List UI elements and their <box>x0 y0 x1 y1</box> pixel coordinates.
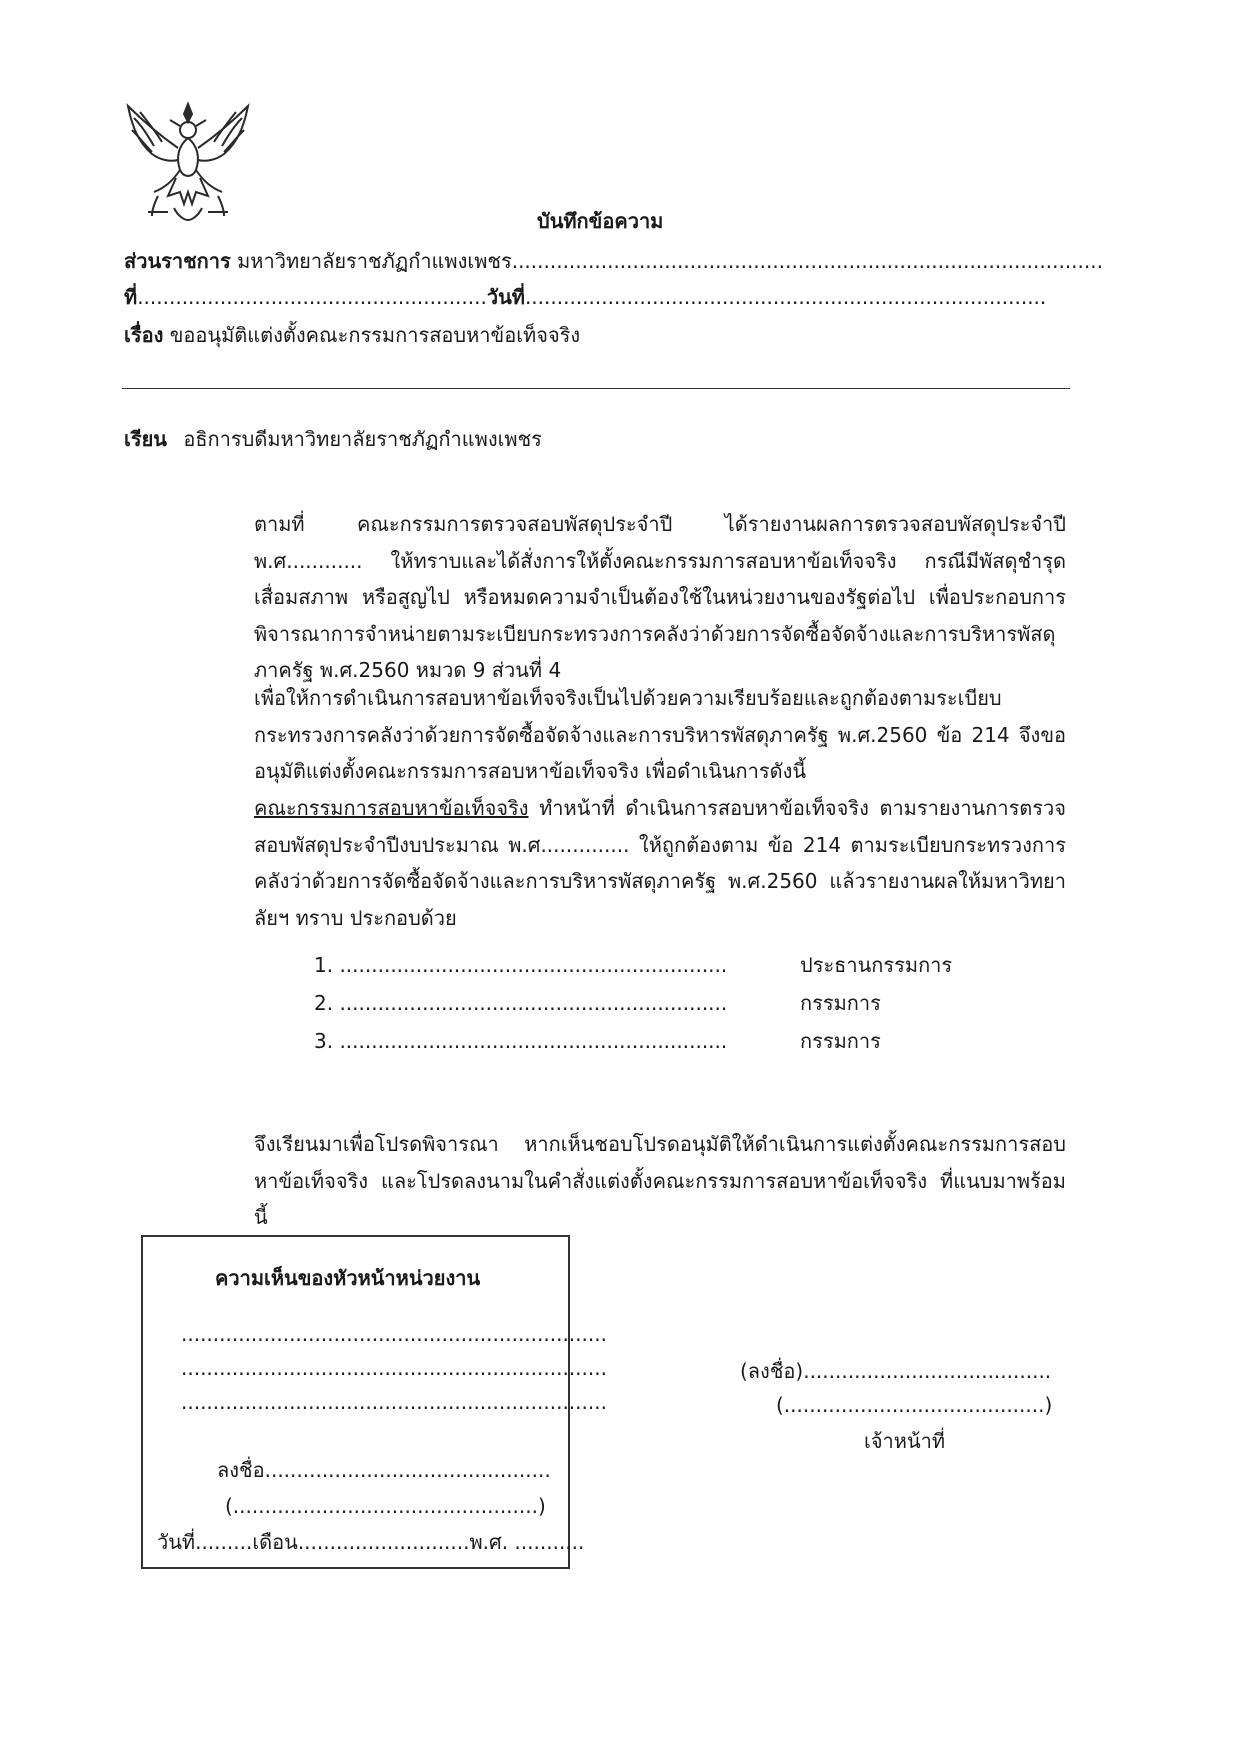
header-divider <box>122 388 1070 389</box>
subject-value: ขออนุมัติแต่งตั้งคณะกรรมการสอบหาข้อเท็จจริง <box>169 323 581 347</box>
head-opinion-box <box>141 1235 607 1569</box>
body-paragraph-1: ตามที่ คณะกรรมการตรวจสอบพัสดุประจำปี ได้รายงานผลการตรวจสอบพัสดุประจำปี พ.ศ............ ให้ทราบและได้สั่งการให้ตั้งคณะกรรมการสอบหาข้อเท็จจริง กรณีมีพัสดุชำรุด เสื่อมสภาพ หรือสูญไป หรือหมดความจำเป็นต้องใช้ในหน่วยงานของรัฐต่อไป เพื่อประกอบการพิจารณาการจำหน่ายตามระเบียบกระทรวงการคลังว่าด้วยการจัดซื้อจัดจ้างและการบริหารพัสดุภาครัฐ พ.ศ.2560 หมวด 9 ส่วนที่ 4 <box>254 512 1066 682</box>
memo-title: บันทึกข้อความ <box>537 209 664 233</box>
opinion-line-3: ................................................................... <box>181 1390 607 1414</box>
committee-description: ทำหน้าที่ ดำเนินการสอบหาข้อเท็จจริง ตามรายงานการตรวจสอบพัสดุประจำปีงบประมาณ พ.ศ.............. ให้ถูกต้องตาม ข้อ 214 ตามระเบียบกระทรวงการคลังว่าด้วยการจัดซื้อจัดจ้างและการบริหารพัสดุภาครัฐ พ.ศ.2560 แล้วรายงานผลให้มหาวิทยาลัยฯ ทราบ ประกอบด้วย <box>254 796 1066 930</box>
salutation-label: เรียน <box>124 427 167 451</box>
garuda-emblem-icon <box>118 96 258 226</box>
body-paragraph-2: เพื่อให้การดำเนินการสอบหาข้อเท็จจริงเป็นไปด้วยความเรียบร้อยและถูกต้องตามระเบียบกระทรวงการคลังว่าด้วยการจัดซื้อจัดจ้างและการบริหารพัสดุภาครัฐ พ.ศ.2560 ข้อ 214 จึงขออนุมัติแต่งตั้งคณะกรรมการสอบหาข้อเท็จจริง เพื่อดำเนินการดังนี้ <box>254 686 1066 783</box>
officer-name: (.........................................) <box>776 1393 1053 1417</box>
agency-label: ส่วนราชการ <box>124 249 231 273</box>
committee-heading: คณะกรรมการสอบหาข้อเท็จจริง <box>254 796 529 820</box>
committee-member-1: 1. ............................................................. <box>314 953 728 977</box>
ref-dots: ....................................................... <box>137 285 487 309</box>
subject-line <box>124 320 580 350</box>
opinion-date: วันที่.........เดือน...........................พ.ศ. ........... <box>157 1530 585 1554</box>
subject-label: เรื่อง <box>124 323 164 347</box>
agency-line <box>124 246 1103 276</box>
opinion-line-1: ................................................................... <box>181 1322 607 1346</box>
ref-label: ที่ <box>124 285 138 309</box>
body-paragraph-3 <box>124 790 1066 936</box>
opinion-box-title: ความเห็นของหัวหน้าหน่วยงาน <box>215 1266 481 1290</box>
committee-member-2: 2. ............................................................. <box>314 991 728 1015</box>
opinion-sign: ลงชื่อ............................................. <box>217 1458 551 1482</box>
date-label: วันที่ <box>486 285 525 309</box>
agency-value: มหาวิทยาลัยราชภัฏกำแพงเพชร............................................................................................. <box>237 249 1103 273</box>
ref-date-line <box>124 282 1046 312</box>
date-dots: .................................................................................. <box>524 285 1047 309</box>
committee-member-3: 3. ............................................................. <box>314 1029 728 1053</box>
committee-role-3: กรรมการ <box>800 1029 881 1053</box>
salutation-line <box>124 424 542 454</box>
committee-role-2: กรรมการ <box>800 991 881 1015</box>
salutation-value: อธิการบดีมหาวิทยาลัยราชภัฏกำแพงเพชร <box>183 427 542 451</box>
closing-paragraph: จึงเรียนมาเพื่อโปรดพิจารณา หากเห็นชอบโปรดอนุมัติให้ดำเนินการแต่งตั้งคณะกรรมการสอบหาข้อเท็จจริง และโปรดลงนามในคำสั่งแต่งตั้งคณะกรรมการสอบหาข้อเท็จจริง ที่แนบมาพร้อมนี้ <box>254 1132 1066 1229</box>
officer-position: เจ้าหน้าที่ <box>864 1429 946 1453</box>
opinion-name: (................................................) <box>225 1494 546 1518</box>
officer-sign: (ลงชื่อ)....................................... <box>740 1359 1052 1383</box>
committee-role-1: ประธานกรรมการ <box>800 953 953 977</box>
opinion-line-2: ................................................................... <box>181 1356 607 1380</box>
